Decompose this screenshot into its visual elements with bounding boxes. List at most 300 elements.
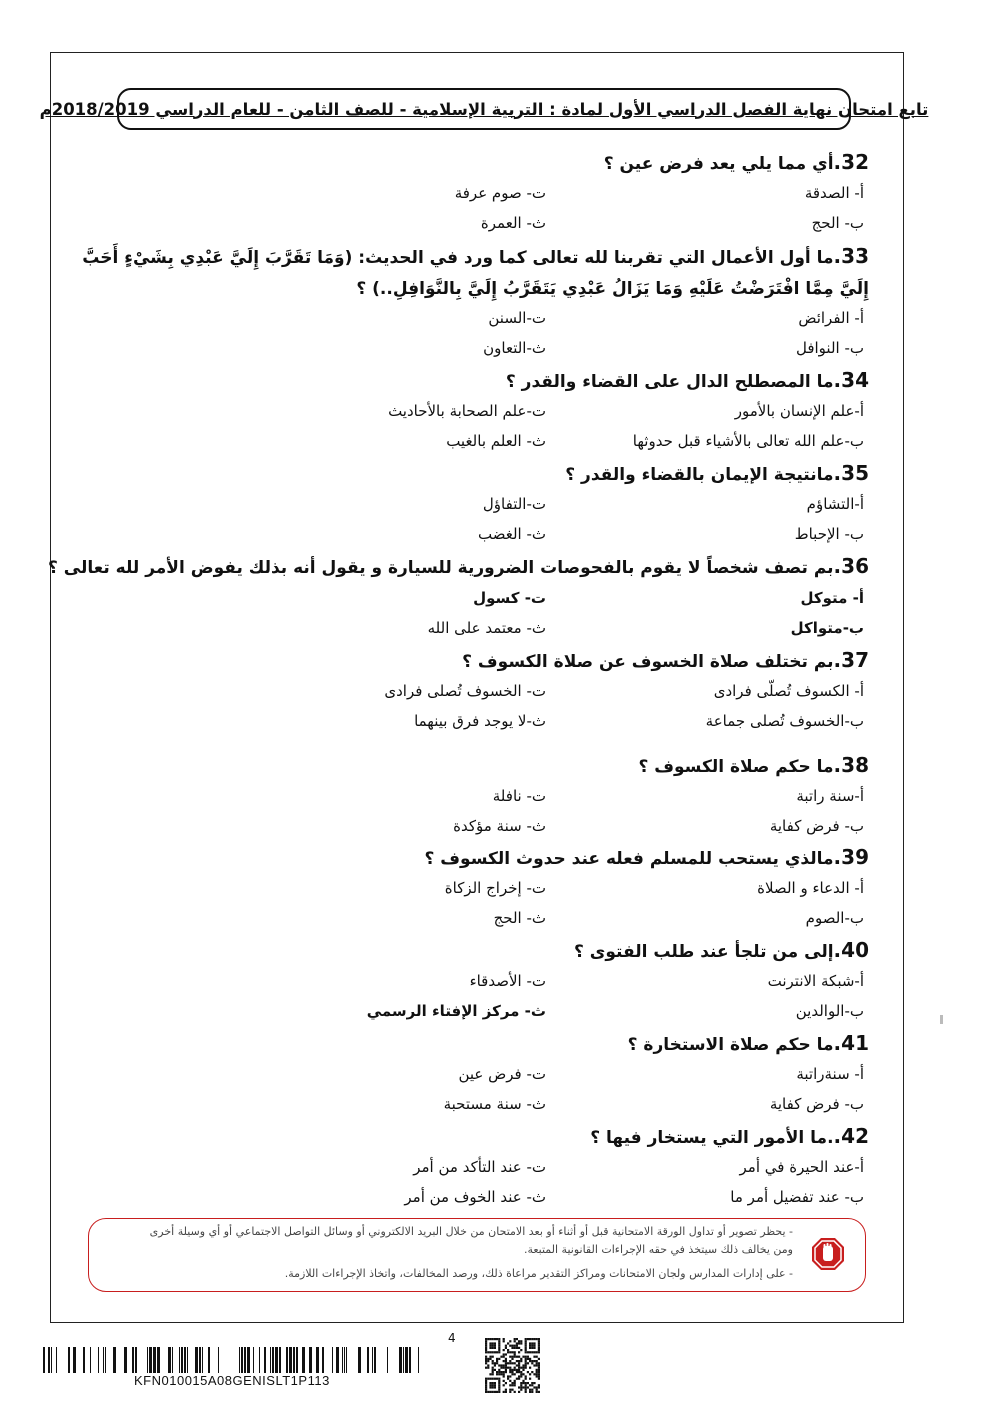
qr-module <box>511 1384 513 1386</box>
qr-module <box>511 1345 513 1347</box>
qr-module <box>511 1373 513 1375</box>
option-a: أ-عند الحيرة في أمر <box>739 1158 864 1176</box>
qr-module <box>505 1391 507 1393</box>
qr-module <box>525 1360 527 1362</box>
option-b: ب- الحج <box>811 214 864 232</box>
qr-module <box>514 1356 516 1358</box>
option-a: أ-علم الإنسان بالأمور <box>734 402 864 420</box>
barcode-bar <box>286 1347 288 1373</box>
qr-module <box>536 1351 538 1353</box>
qr-module <box>525 1351 527 1353</box>
qr-module <box>511 1369 513 1371</box>
barcode-bar <box>372 1347 373 1373</box>
qr-module <box>503 1353 505 1355</box>
qr-module <box>520 1375 522 1377</box>
option-a: أ-سنة راتبة <box>796 787 864 805</box>
qr-module <box>500 1356 502 1358</box>
qr-module <box>503 1391 505 1393</box>
qr-module <box>514 1391 516 1393</box>
option-a: أ- الدعاء و الصلاة <box>757 879 864 897</box>
qr-module <box>489 1378 491 1380</box>
barcode-bar <box>43 1347 45 1373</box>
barcode-bar <box>336 1347 339 1373</box>
qr-module <box>492 1384 494 1386</box>
qr-module <box>498 1384 500 1386</box>
qr-module <box>522 1382 524 1384</box>
qr-module <box>485 1340 487 1342</box>
qr-module <box>485 1345 487 1347</box>
qr-module <box>527 1338 529 1340</box>
option-th: ث- العلم بالغيب <box>446 432 546 450</box>
qr-module <box>507 1367 509 1369</box>
qr-module <box>511 1347 513 1349</box>
option-a: أ- الفرائض <box>798 309 864 327</box>
qr-module <box>516 1378 518 1380</box>
qr-module <box>503 1373 505 1375</box>
qr-module <box>538 1364 540 1366</box>
qr-module <box>518 1367 520 1369</box>
qr-module <box>514 1340 516 1342</box>
qr-module <box>509 1375 511 1377</box>
qr-module <box>533 1386 535 1388</box>
qr-module <box>494 1378 496 1380</box>
qr-module <box>509 1345 511 1347</box>
option-th: ث- سنة مؤكدة <box>453 817 546 835</box>
qr-module <box>509 1356 511 1358</box>
qr-module <box>520 1371 522 1373</box>
qr-module <box>516 1342 518 1344</box>
qr-module <box>511 1389 513 1391</box>
barcode-bar <box>208 1347 210 1373</box>
qr-module <box>527 1356 529 1358</box>
qr-module <box>525 1375 527 1377</box>
qr-module <box>485 1338 487 1340</box>
qr-module <box>514 1384 516 1386</box>
qr-module <box>489 1382 491 1384</box>
option-t: ت- عند التأكد من أمر <box>413 1158 546 1176</box>
qr-module <box>494 1351 496 1353</box>
qr-module <box>485 1391 487 1393</box>
qr-module <box>509 1360 511 1362</box>
qr-module <box>498 1378 500 1380</box>
barcode-bar <box>149 1347 152 1373</box>
qr-module <box>520 1373 522 1375</box>
qr-module <box>489 1358 491 1360</box>
qr-module <box>503 1356 505 1358</box>
barcode-bar <box>409 1347 411 1373</box>
qr-module <box>518 1369 520 1371</box>
qr-module <box>494 1342 496 1344</box>
qr-module <box>522 1367 524 1369</box>
qr-module <box>496 1358 498 1360</box>
option-b: ب-الصوم <box>805 909 864 927</box>
qr-module <box>494 1391 496 1393</box>
qr-module <box>527 1358 529 1360</box>
qr-module <box>527 1382 529 1384</box>
barcode-bar <box>56 1347 57 1373</box>
qr-module <box>538 1386 540 1388</box>
qr-module <box>485 1378 487 1380</box>
barcode-bar <box>113 1347 116 1373</box>
qr-module <box>533 1351 535 1353</box>
qr-module <box>494 1347 496 1349</box>
qr-module <box>492 1386 494 1388</box>
qr-module <box>509 1340 511 1342</box>
qr-module <box>503 1375 505 1377</box>
page-number: 4 <box>448 1331 456 1345</box>
barcode-bar <box>98 1347 99 1373</box>
option-b: ب- النوافل <box>795 339 864 357</box>
barcode-bar <box>202 1347 203 1373</box>
qr-module <box>529 1360 531 1362</box>
qr-module <box>509 1391 511 1393</box>
qr-module <box>509 1380 511 1382</box>
qr-module <box>489 1345 491 1347</box>
qr-module <box>529 1338 531 1340</box>
qr-module <box>525 1378 527 1380</box>
qr-module <box>525 1340 527 1342</box>
barcode-bar <box>358 1347 361 1373</box>
qr-module <box>538 1367 540 1369</box>
qr-module <box>538 1362 540 1364</box>
barcode-bar <box>264 1347 266 1373</box>
qr-module <box>496 1371 498 1373</box>
qr-module <box>538 1358 540 1360</box>
qr-module <box>538 1369 540 1371</box>
option-b: ب- فرض كفاية <box>769 1095 864 1113</box>
qr-module <box>518 1362 520 1364</box>
qr-module <box>538 1384 540 1386</box>
qr-module <box>496 1360 498 1362</box>
qr-module <box>520 1360 522 1362</box>
barcode-bar <box>73 1347 76 1373</box>
qr-module <box>498 1338 500 1340</box>
qr-module <box>487 1367 489 1369</box>
option-t: ت-علم الصحابة بالأحاديث <box>388 402 546 420</box>
qr-module <box>505 1371 507 1373</box>
qr-module <box>498 1386 500 1388</box>
qr-module <box>529 1378 531 1380</box>
qr-module <box>538 1338 540 1340</box>
qr-module <box>503 1340 505 1342</box>
qr-module <box>511 1358 513 1360</box>
barcode-bar <box>157 1347 160 1373</box>
qr-module <box>498 1342 500 1344</box>
barcode-bar <box>195 1347 198 1373</box>
qr-module <box>525 1384 527 1386</box>
qr-module <box>529 1367 531 1369</box>
barcode-bar <box>48 1347 50 1373</box>
qr-module <box>505 1389 507 1391</box>
qr-module <box>525 1358 527 1360</box>
qr-module <box>536 1356 538 1358</box>
barcode-bar <box>83 1347 85 1373</box>
qr-module <box>509 1384 511 1386</box>
qr-module <box>518 1351 520 1353</box>
qr-module <box>492 1391 494 1393</box>
qr-module <box>492 1373 494 1375</box>
barcode-bar <box>239 1347 240 1373</box>
option-t: ت-السنن <box>488 309 546 327</box>
barcode-bar <box>346 1347 347 1373</box>
qr-module <box>525 1391 527 1393</box>
qr-module <box>525 1386 527 1388</box>
barcode-bar <box>322 1347 324 1373</box>
question-36: 36.بم تصف شخصاً لا يقوم بالفحوصات الضرورية للسيارة و يقول أنه بذلك يفوض الأمر لله تعالى ؟ <box>48 554 869 578</box>
question-40: 40.إلى من تلجأ عند طلب الفتوى ؟ <box>574 938 869 962</box>
qr-module <box>505 1345 507 1347</box>
qr-module <box>505 1347 507 1349</box>
qr-module <box>533 1347 535 1349</box>
barcode-bar <box>172 1347 173 1373</box>
qr-module <box>522 1386 524 1388</box>
barcode-bar <box>105 1347 106 1373</box>
qr-module <box>511 1356 513 1358</box>
option-th: ث- الحج <box>493 909 546 927</box>
qr-module <box>520 1384 522 1386</box>
qr-module <box>485 1384 487 1386</box>
qr-module <box>498 1345 500 1347</box>
question-33: 33.ما أول الأعمال التي تقربنا لله تعالى كما ورد في الحديث: (وَمَا تَقَرَّبَ إِلَيَّ عَبْدِي بِشَيْءٍ أَحَبَّ إِلَيَّ مِمَّا افْتَرَضْتُ عَلَيْهِ وَمَا يَزَالُ عَبْدِي يَتَقَرَّبُ إِلَيَّ بِالنَّوَافِلِ..) ؟ <box>82 244 869 299</box>
option-th: ث- مركز الإفتاء الرسمي <box>366 1002 546 1020</box>
barcode-bar <box>68 1347 70 1373</box>
qr-module <box>496 1391 498 1393</box>
qr-module <box>518 1391 520 1393</box>
qr-module <box>492 1367 494 1369</box>
qr-module <box>511 1371 513 1373</box>
qr-module <box>518 1386 520 1388</box>
barcode-bar <box>342 1347 343 1373</box>
question-42: 42..ما الأمور التي يستخار فيها ؟ <box>590 1124 869 1148</box>
qr-module <box>511 1362 513 1364</box>
barcode-bar <box>344 1347 345 1373</box>
qr-module <box>485 1367 487 1369</box>
qr-module <box>492 1356 494 1358</box>
option-a: أ- الصدقة <box>804 184 864 202</box>
option-th: ث- معتمد على الله <box>427 619 546 637</box>
qr-module <box>531 1360 533 1362</box>
option-t: ت-التفاؤل <box>482 495 546 513</box>
qr-module <box>516 1371 518 1373</box>
qr-module <box>503 1384 505 1386</box>
barcode-bar <box>302 1347 305 1373</box>
qr-module <box>525 1356 527 1358</box>
barcode-bar <box>403 1347 404 1373</box>
option-th: ث- الغضب <box>477 525 546 543</box>
qr-module <box>536 1373 538 1375</box>
barcode-bar <box>374 1347 376 1373</box>
qr-module <box>509 1362 511 1364</box>
barcode-bar <box>124 1347 127 1373</box>
qr-module <box>511 1351 513 1353</box>
qr-module <box>518 1342 520 1344</box>
qr-module <box>485 1349 487 1351</box>
qr-module <box>498 1391 500 1393</box>
qr-module <box>514 1338 516 1340</box>
qr-module <box>498 1373 500 1375</box>
qr-module <box>487 1338 489 1340</box>
qr-module <box>485 1382 487 1384</box>
qr-module <box>516 1347 518 1349</box>
qr-module <box>527 1351 529 1353</box>
qr-module <box>498 1380 500 1382</box>
qr-module <box>520 1342 522 1344</box>
barcode-bar <box>199 1347 201 1373</box>
qr-module <box>520 1340 522 1342</box>
qr-module <box>518 1360 520 1362</box>
qr-module <box>525 1362 527 1364</box>
barcode-bar <box>51 1347 52 1373</box>
qr-module <box>518 1340 520 1342</box>
barcode-bar <box>259 1347 260 1373</box>
qr-module <box>529 1342 531 1344</box>
qr-module <box>509 1389 511 1391</box>
qr-module <box>522 1356 524 1358</box>
qr-module <box>533 1338 535 1340</box>
qr-module <box>507 1375 509 1377</box>
qr-module <box>538 1349 540 1351</box>
qr-module <box>496 1378 498 1380</box>
barcode-bar <box>247 1347 250 1373</box>
qr-module <box>503 1360 505 1362</box>
option-th: ث-لا يوجد فرق بينهما <box>414 712 546 730</box>
qr-module <box>507 1342 509 1344</box>
qr-module <box>492 1338 494 1340</box>
qr-module <box>525 1338 527 1340</box>
qr-module <box>500 1373 502 1375</box>
qr-module <box>505 1382 507 1384</box>
qr-module <box>520 1349 522 1351</box>
qr-module <box>494 1384 496 1386</box>
qr-module <box>525 1364 527 1366</box>
qr-module <box>538 1342 540 1344</box>
option-t: ت- صوم عرفة <box>454 184 546 202</box>
qr-module <box>525 1347 527 1349</box>
qr-module <box>525 1345 527 1347</box>
exam-header <box>39 88 929 130</box>
qr-module <box>518 1364 520 1366</box>
barcode-bar <box>241 1347 243 1373</box>
qr-module <box>487 1391 489 1393</box>
qr-module <box>485 1386 487 1388</box>
qr-module <box>507 1351 509 1353</box>
qr-module <box>522 1369 524 1371</box>
qr-module <box>527 1386 529 1388</box>
qr-module <box>485 1360 487 1362</box>
qr-module <box>538 1347 540 1349</box>
qr-module <box>514 1353 516 1355</box>
qr-module <box>492 1342 494 1344</box>
question-41: 41.ما حكم صلاة الاستخارة ؟ <box>627 1031 869 1055</box>
qr-module <box>514 1373 516 1375</box>
qr-module <box>518 1356 520 1358</box>
qr-module <box>487 1358 489 1360</box>
qr-module <box>516 1338 518 1340</box>
qr-module <box>505 1362 507 1364</box>
qr-module <box>511 1382 513 1384</box>
qr-module <box>525 1349 527 1351</box>
barcode-bar <box>279 1347 281 1373</box>
option-a: أ- متوكل <box>800 589 864 607</box>
barcode-bar <box>387 1347 388 1373</box>
qr-module <box>487 1364 489 1366</box>
qr-module <box>505 1358 507 1360</box>
qr-module <box>533 1364 535 1366</box>
qr-module <box>522 1380 524 1382</box>
barcode-bar <box>289 1347 292 1373</box>
qr-module <box>531 1345 533 1347</box>
qr-module <box>509 1371 511 1373</box>
warning-line-1: - يحظر تصوير أو تداول الورقة الامتحانية قبل أو أثناء أو بعد الامتحان من خلال البريد الالكتروني أو وسائل التواصل الاجتماعي أو أي وسيلة أخرى <box>149 1225 793 1238</box>
qr-module <box>489 1373 491 1375</box>
qr-module <box>487 1351 489 1353</box>
stop-hand-icon <box>811 1237 845 1271</box>
qr-module <box>494 1345 496 1347</box>
option-t: ت- الخسوف تُصلى فرادى <box>384 682 546 700</box>
qr-module <box>531 1384 533 1386</box>
qr-module <box>531 1347 533 1349</box>
option-t: ت- كسول <box>473 589 546 607</box>
qr-module <box>518 1347 520 1349</box>
barcode-bar <box>132 1347 134 1373</box>
qr-module <box>531 1351 533 1353</box>
barcode-bar <box>244 1347 246 1373</box>
barcode-bar <box>367 1347 369 1373</box>
barcode-bar <box>296 1347 298 1373</box>
qr-module <box>489 1351 491 1353</box>
qr-module <box>503 1349 505 1351</box>
question-35: 35.مانتيجة الإيمان بالقضاء والقدر ؟ <box>565 461 869 485</box>
qr-module <box>496 1351 498 1353</box>
warning-line-3: - على إدارات المدارس ولجان الامتحانات ومراكز التقدير مراعاة ذلك، ورصد المخالفات، واتخاذ الإجراءات اللازمة. <box>284 1267 793 1280</box>
qr-module <box>525 1367 527 1369</box>
qr-module <box>520 1358 522 1360</box>
qr-module <box>485 1362 487 1364</box>
qr-module <box>516 1369 518 1371</box>
barcode-text: KFN010015A08GENISLT1P113 <box>134 1373 330 1388</box>
option-a: أ-شبكة الانترنت <box>767 972 864 990</box>
qr-module <box>538 1345 540 1347</box>
qr-module <box>500 1364 502 1366</box>
qr-module <box>496 1338 498 1340</box>
qr-module <box>485 1389 487 1391</box>
barcode-bar <box>270 1347 271 1373</box>
barcode-bar <box>275 1347 278 1373</box>
qr-module <box>522 1364 524 1366</box>
barcode-bar <box>405 1347 408 1373</box>
qr-module <box>529 1384 531 1386</box>
qr-module <box>531 1338 533 1340</box>
qr-module <box>496 1362 498 1364</box>
qr-module <box>531 1342 533 1344</box>
scan-speck <box>940 1015 943 1024</box>
qr-module <box>520 1386 522 1388</box>
barcode-bar <box>179 1347 180 1373</box>
qr-module <box>494 1362 496 1364</box>
qr-module <box>498 1382 500 1384</box>
option-b: ب- فرض كفاية <box>769 817 864 835</box>
option-th: ث- سنة مستحبة <box>443 1095 546 1113</box>
qr-module <box>500 1367 502 1369</box>
question-38: 38.ما حكم صلاة الكسوف ؟ <box>638 753 869 777</box>
barcode-bar <box>253 1347 254 1373</box>
qr-module <box>485 1380 487 1382</box>
qr-module <box>536 1362 538 1364</box>
qr-module <box>485 1356 487 1358</box>
barcode-bar <box>293 1347 295 1373</box>
qr-module <box>514 1345 516 1347</box>
qr-module <box>531 1371 533 1373</box>
